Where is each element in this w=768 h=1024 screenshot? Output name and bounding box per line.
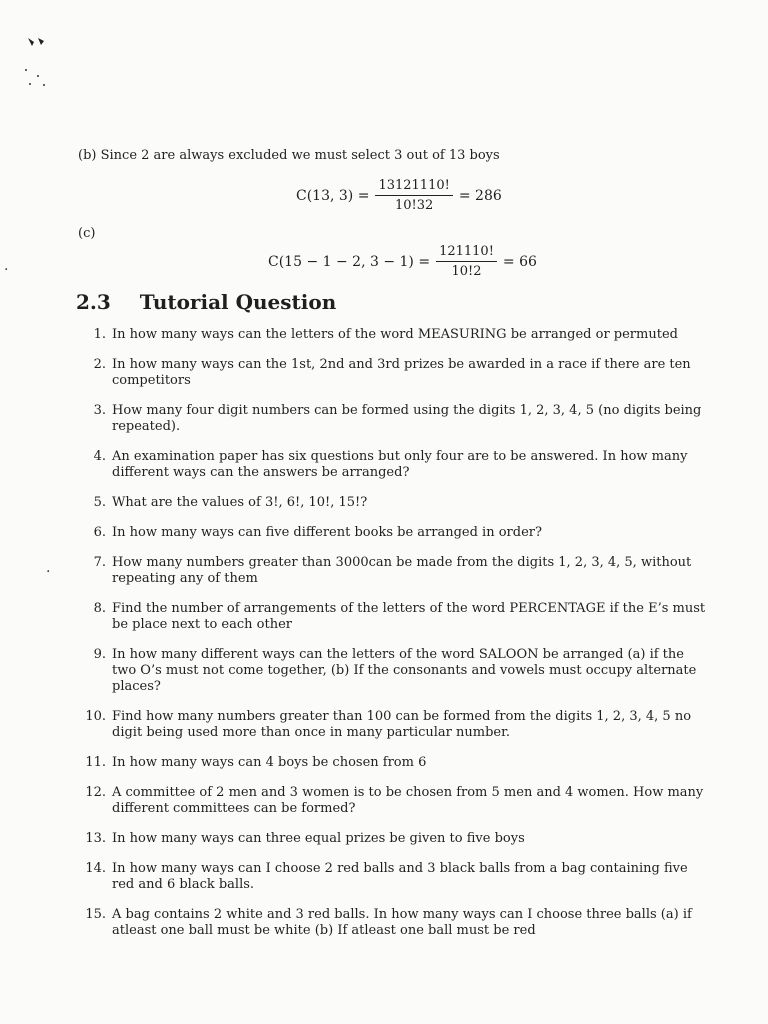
- question-number: 13.: [85, 831, 106, 846]
- question-text: Find the number of arrangements of the letters of the word PERCENTAGE if the E’s must be place next to each other: [112, 601, 706, 632]
- question-number: 9.: [93, 647, 106, 662]
- question-text: In how many ways can the 1st, 2nd and 3rd prizes be awarded in a race if there are ten competitors: [112, 357, 691, 388]
- question-item: [76, 831, 706, 847]
- equation-c: [268, 244, 537, 279]
- question-number: 3.: [93, 403, 106, 418]
- question-number: 7.: [93, 555, 106, 570]
- question-text: In how many ways can I choose 2 red balls and 3 black balls from a bag containing five red and 6 black balls.: [112, 861, 688, 892]
- question-text: How many numbers greater than 3000can be made from the digits 1, 2, 3, 4, 5, without repeating any of them: [112, 555, 692, 586]
- question-text: An examination paper has six questions but only four are to be answered. In how many different ways can the answers be arranged?: [112, 449, 688, 480]
- equation-c-numerator: 121110!: [436, 244, 497, 262]
- question-item: [76, 785, 706, 817]
- equation-b-lhs: C(13, 3) =: [296, 187, 370, 204]
- question-number: 15.: [85, 907, 106, 922]
- question-item: [76, 755, 706, 771]
- section-heading: [76, 290, 336, 314]
- question-item: [76, 555, 706, 587]
- question-number: 14.: [85, 861, 106, 876]
- question-item: [76, 601, 706, 633]
- solution-part-b: [78, 148, 500, 163]
- question-number: 11.: [85, 755, 106, 770]
- question-text: A committee of 2 men and 3 women is to be chosen from 5 men and 4 women. How many different committees can be formed?: [112, 785, 704, 816]
- equation-c-denominator: 10!2: [451, 264, 482, 279]
- equation-c-lhs: C(15 − 1 − 2, 3 − 1) =: [268, 253, 431, 270]
- question-item: [76, 327, 706, 343]
- question-item: [76, 449, 706, 481]
- question-number: 2.: [93, 357, 106, 372]
- equation-b-fraction: [375, 178, 452, 213]
- question-text: What are the values of 3!, 6!, 10!, 15!?: [112, 495, 368, 510]
- question-item: [76, 647, 706, 695]
- question-text: How many four digit numbers can be formed using the digits 1, 2, 3, 4, 5 (no digits being repeated).: [112, 403, 702, 434]
- question-number: 1.: [93, 327, 106, 342]
- question-text: Find how many numbers greater than 100 can be formed from the digits 1, 2, 3, 4, 5 no digit being used more than once in many particular number.: [112, 709, 692, 740]
- question-item: [76, 907, 706, 939]
- section-title: Tutorial Question: [139, 290, 337, 314]
- equation-c-fraction: [436, 244, 497, 279]
- solution-part-c-label: (c): [78, 226, 96, 241]
- question-number: 10.: [85, 709, 106, 724]
- question-number: 5.: [93, 495, 106, 510]
- equation-b: [296, 178, 502, 213]
- question-number: 6.: [93, 525, 106, 540]
- question-text: In how many ways can five different books be arranged in order?: [112, 525, 542, 540]
- question-item: [76, 525, 706, 541]
- part-b-text: (b) Since 2 are always excluded we must select 3 out of 13 boys: [78, 148, 500, 163]
- stray-mark: .: [46, 560, 51, 576]
- equation-b-result: = 286: [458, 187, 502, 204]
- question-item: [76, 403, 706, 435]
- equation-c-result: = 66: [502, 253, 537, 270]
- question-list: [76, 327, 706, 953]
- equation-b-numerator: 13121110!: [375, 178, 452, 196]
- question-text: In how many different ways can the letters of the word SALOON be arranged (a) if the two O’s must not come together, (b) If the consonants and vowels must occupy alternate places?: [112, 647, 697, 694]
- question-item: [76, 709, 706, 741]
- question-item: [76, 495, 706, 511]
- question-number: 12.: [85, 785, 106, 800]
- equation-b-denominator: 10!32: [395, 198, 434, 213]
- scan-marks: [24, 30, 64, 100]
- question-number: 8.: [93, 601, 106, 616]
- section-number: 2.3: [76, 290, 111, 314]
- question-text: In how many ways can three equal prizes be given to five boys: [112, 831, 525, 846]
- question-item: [76, 357, 706, 389]
- question-text: In how many ways can 4 boys be chosen from 6: [112, 755, 427, 770]
- question-item: [76, 861, 706, 893]
- stray-mark: .: [4, 258, 9, 274]
- question-text: A bag contains 2 white and 3 red balls. In how many ways can I choose three balls (a) if atleast one ball must be white (b) If atleast one ball must be red: [112, 907, 692, 938]
- question-text: In how many ways can the letters of the word MEASURING be arranged or permuted: [112, 327, 678, 342]
- question-number: 4.: [93, 449, 106, 464]
